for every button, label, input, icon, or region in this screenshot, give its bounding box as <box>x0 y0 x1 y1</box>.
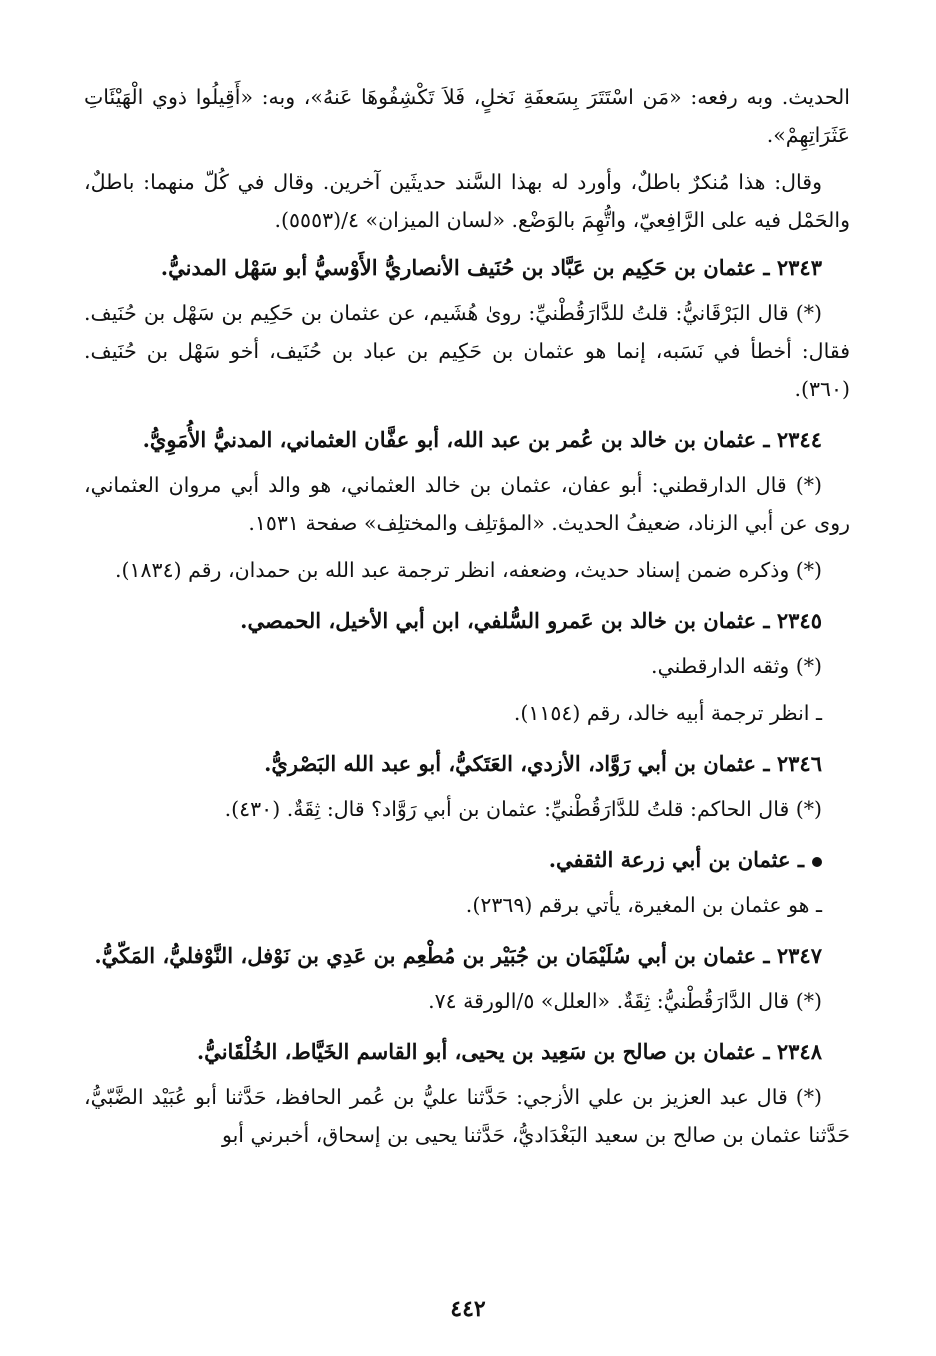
entry-2344 <box>84 420 850 589</box>
entry-text: (*) قال البَرْقَانيُّ: قلتُ للدَّارَقُطْنيِّ: روىٰ هُشَيم، عن عثمان بن حَكِيم بن سَهْل بن حُنَيف. فقال: أخطأ في نَسَبه، إنما هو عثمان بن حَكِيم بن عباد بن حُنَيف، أخو سَهْل بن حُنَيف. (٣٦٠). <box>84 301 850 401</box>
entry-heading-bullet <box>84 840 850 880</box>
entry-bullet <box>84 840 850 924</box>
entry-2347 <box>84 936 850 1020</box>
entry-text: (*) وذكره ضمن إسناد حديث، وضعفه، انظر ترجمة عبد الله بن حمدان، رقم (١٨٣٤). <box>115 558 822 582</box>
entry-2343 <box>84 248 850 408</box>
paragraph-mizan-note: وقال: هذا مُنكرٌ باطلٌ، وأورد له بهذا السَّند حديثَين آخرين. وقال في كُلّ منهما: باطلٌ، والحَمْل فيه على الرَّافِعيّ، واتُّهِمَ بالوَضْع. «لسان الميزان» ٤/(٥٥٥٣). <box>84 170 850 232</box>
entry-heading: ٢٣٤٤ ـ عثمان بن خالد بن عُمر بن عبد الله، أبو عفَّان العثماني، المدنيُّ الأُمَوِيُّ. <box>142 427 822 452</box>
entry-text: (*) قال الدَّارَقُطْنيُّ: ثِقَةٌ. «العلل» ٥/الورقة ٧٤. <box>428 989 822 1013</box>
page-number: ٤٤٢ <box>450 1296 486 1322</box>
entry-2346 <box>84 744 850 828</box>
entry-heading: ٢٣٤٨ ـ عثمان بن صالح بن سَعِيد بن يحيى، أبو القاسم الخَيَّاط، الخُلْقَانيُّ. <box>196 1039 822 1064</box>
entry-text: (*) وثقه الدارقطني. <box>651 654 822 678</box>
entry-heading: ٢٣٤٧ ـ عثمان بن أبي سُلَيْمَان بن جُبَيْر بن مُطْعِم بن عَدِي بن نَوْفل، النَّوْفليُّ، المَكّيُّ. <box>94 943 822 968</box>
entry-heading: ٢٣٤٦ ـ عثمان بن أبي رَوَّاد، الأزدي، العَتَكيُّ، أبو عبد الله البَصْريُّ. <box>264 751 822 776</box>
entry-2345 <box>84 601 850 732</box>
paragraph-hadith-continuation: الحديث. وبه رفعه: «مَن اسْتَتَرَ بِسَعفَةِ نَخلٍ، فَلاَ تَكْشِفُوهَا عَنهُ»، وبه: «أَقِيلُوا ذوي الْهَيْئَاتِ عَثَرَاتِهِمْ». <box>84 85 850 147</box>
entry-text: ـ هو عثمان بن المغيرة، يأتي برقم (٢٣٦٩). <box>465 893 822 917</box>
entry-text: (*) قال الحاكم: قلتُ للدَّارَقُطْنيِّ: عثمان بن أبي رَوَّاد؟ قال: ثِقَةٌ. (٤٣٠). <box>224 797 822 821</box>
entry-heading-text: ـ عثمان بن أبي زرعة الثقفي. <box>548 847 804 872</box>
entry-text: (*) قال عبد العزيز بن علي الأزجي: حَدَّثنا عليُّ بن عُمر الحافظ، حَدَّثنا أبو عُبَيْد الضَّبّيُّ، حَدَّثنا عثمان بن صالح بن سعيد البَغْدَاديُّ، حَدَّثنا يحيى بن إسحاق، أخبرني أبو <box>84 1085 850 1147</box>
entry-text: ـ انظر ترجمة أبيه خالد، رقم (١١٥٤). <box>513 701 822 725</box>
entry-text: (*) قال الدارقطني: أبو عفان، عثمان بن خالد العثماني، هو والد أبي مروان العثماني، روى عن أبي الزناد، ضعيفُ الحديث. «المؤتلِف والمختلِف» صفحة ١٥٣١. <box>84 473 850 535</box>
entry-heading: ٢٣٤٣ ـ عثمان بن حَكِيم بن عَبَّاد بن حُنَيف الأنصاريُّ الأَوْسيُّ أبو سَهْل المدنيُّ. <box>160 255 822 280</box>
entry-2348 <box>84 1032 850 1154</box>
entry-heading: ٢٣٤٥ ـ عثمان بن خالد بن عَمرو السُّلفي، ابن أبي الأخيل، الحمصي. <box>240 608 822 633</box>
bullet-icon <box>812 857 822 867</box>
